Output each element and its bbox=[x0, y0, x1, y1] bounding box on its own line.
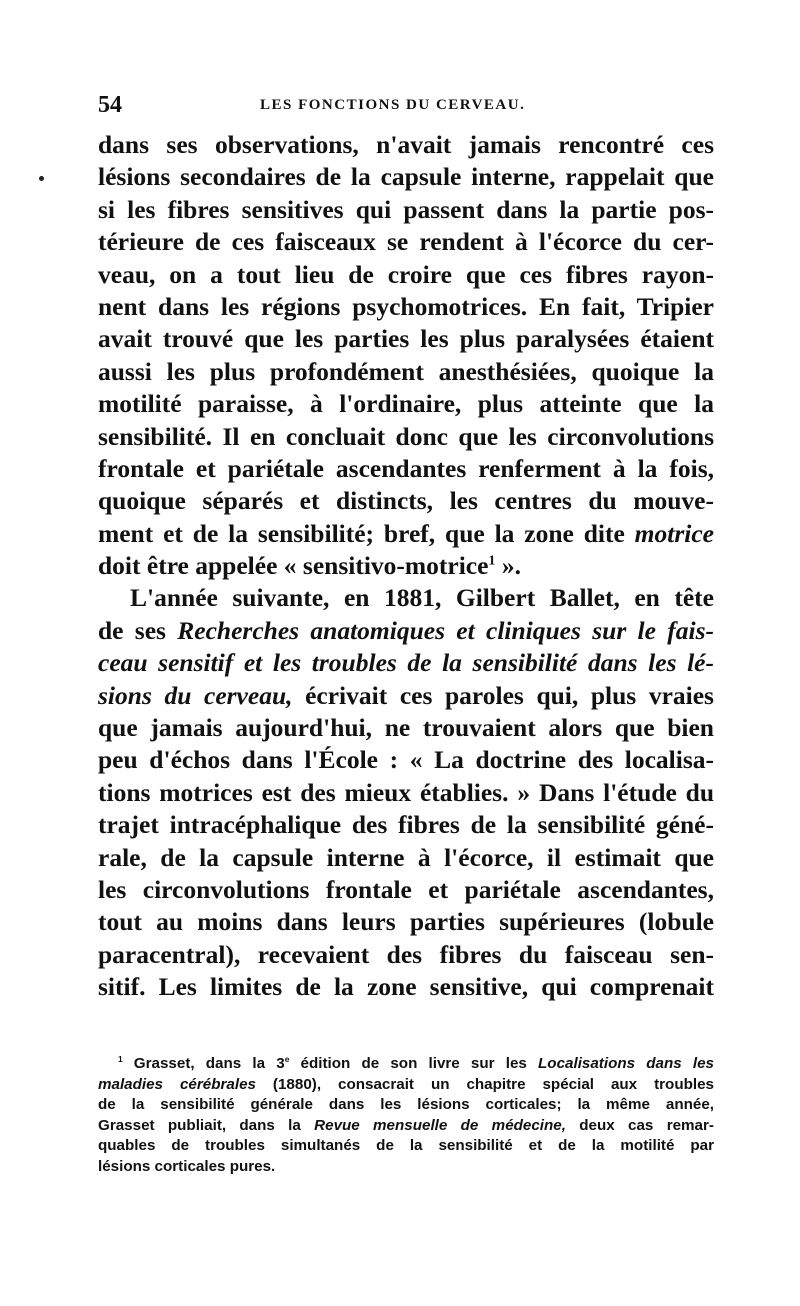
text-line: sensibilité. Il en concluait donc que les circonvolutions bbox=[98, 421, 714, 451]
text-line bbox=[98, 680, 714, 712]
text-segment: de ses bbox=[98, 615, 166, 645]
footnote-marker: 1 bbox=[118, 1053, 123, 1064]
paragraph-start-line: L'année suivante, en 1881, Gilbert Ballet, en tête bbox=[130, 583, 714, 613]
text-line: nent dans les régions psychomotrices. En fait, Tripier bbox=[98, 291, 714, 321]
text-line bbox=[98, 518, 714, 550]
text-segment: Grasset publiait, dans la bbox=[98, 1116, 301, 1134]
text-line: térieure de ces faisceaux se rendent à l'écorce du cer- bbox=[98, 227, 714, 257]
text-line bbox=[98, 615, 714, 647]
text-line: peu d'échos dans l'École : « La doctrine des localisa- bbox=[98, 745, 714, 775]
text-segment: (1880), consacrait un chapitre spécial aux troubles bbox=[255, 1075, 714, 1093]
text-line: que jamais aujourd'hui, ne trouvaient alors que bien bbox=[98, 713, 714, 743]
footnote-line bbox=[98, 1116, 714, 1137]
work-title: Revue mensuelle de médecine, bbox=[314, 1116, 566, 1134]
text-line: si les fibres sensitives qui passent dans la partie pos- bbox=[98, 194, 714, 224]
text-line: aussi les plus profondément anesthésiées, quoique la bbox=[98, 356, 714, 386]
text-segment: deux cas remar- bbox=[565, 1116, 714, 1134]
work-title: ceau sensitif et les troubles de la sensibilité dans les lé- bbox=[98, 648, 714, 678]
work-title: Localisations dans les bbox=[538, 1055, 714, 1072]
text-line: dans ses observations, n'avait jamais rencontré ces bbox=[98, 130, 714, 159]
text-segment: doit être appelée « sensitivo-motrice bbox=[98, 551, 489, 581]
text-segment: ». bbox=[495, 551, 521, 581]
text-line: motilité paraisse, à l'ordinaire, plus atteinte que la bbox=[98, 389, 714, 419]
footnote-reference: 1 bbox=[488, 553, 496, 569]
footnote bbox=[98, 1054, 714, 1177]
text-line bbox=[98, 550, 714, 582]
text-line: trajet intracéphalique des fibres de la sensibilité géné- bbox=[98, 810, 714, 840]
main-text bbox=[98, 129, 714, 1004]
italic-term: motrice bbox=[634, 518, 714, 548]
footnote-line bbox=[98, 1075, 714, 1096]
work-title: sions du cerveau, bbox=[98, 680, 293, 710]
text-line: veau, on a tout lieu de croire que ces fibres rayon- bbox=[98, 259, 714, 289]
text-line: les circonvolutions frontale et pariétale ascendantes, bbox=[98, 874, 714, 904]
text-line: sitif. Les limites de la zone sensitive, qui comprenait bbox=[98, 972, 714, 1002]
text-line: rale, de la capsule interne à l'écorce, il estimait que bbox=[98, 842, 714, 872]
running-title: LES FONCTIONS DU CERVEAU. bbox=[260, 97, 526, 113]
margin-ink-dot bbox=[39, 176, 44, 181]
text-line: paracentral), recevaient des fibres du faisceau sen- bbox=[98, 939, 714, 969]
text-segment: ment et de la sensibilité; bref, que la zone dite bbox=[98, 518, 625, 548]
text-line: avait trouvé que les parties les plus paralysées étaient bbox=[98, 324, 714, 354]
footnote-line bbox=[98, 1054, 714, 1075]
text-line: tions motrices est des mieux établies. » Dans l'étude du bbox=[98, 777, 714, 807]
footnote-line: de la sensibilité générale dans les lésions corticales; la même année, bbox=[98, 1096, 714, 1113]
text-line: tout au moins dans leurs parties supérieures (lobule bbox=[98, 907, 714, 937]
text-line: frontale et pariétale ascendantes renferment à la fois, bbox=[98, 453, 714, 483]
superscript: e bbox=[284, 1053, 290, 1064]
work-title: Recherches anatomiques et cliniques sur le fais- bbox=[177, 615, 714, 645]
text-segment: écrivait ces paroles qui, plus vraies bbox=[292, 680, 714, 710]
text-segment: Grasset, dans la 3 bbox=[122, 1055, 285, 1072]
page-header bbox=[98, 92, 714, 118]
text-line: lésions secondaires de la capsule interne, rappelait que bbox=[98, 162, 714, 192]
text-line bbox=[98, 647, 714, 679]
work-title: maladies cérébrales bbox=[98, 1075, 256, 1093]
page-number: 54 bbox=[98, 92, 122, 118]
text-segment: édition de son livre sur les bbox=[289, 1055, 527, 1072]
footnote-line: lésions corticales pures. bbox=[98, 1157, 276, 1175]
footnote-line: quables de troubles simultanés de la sensibilité et de la motilité par bbox=[98, 1137, 714, 1154]
text-line: quoique séparés et distincts, les centres du mouve- bbox=[98, 486, 714, 516]
